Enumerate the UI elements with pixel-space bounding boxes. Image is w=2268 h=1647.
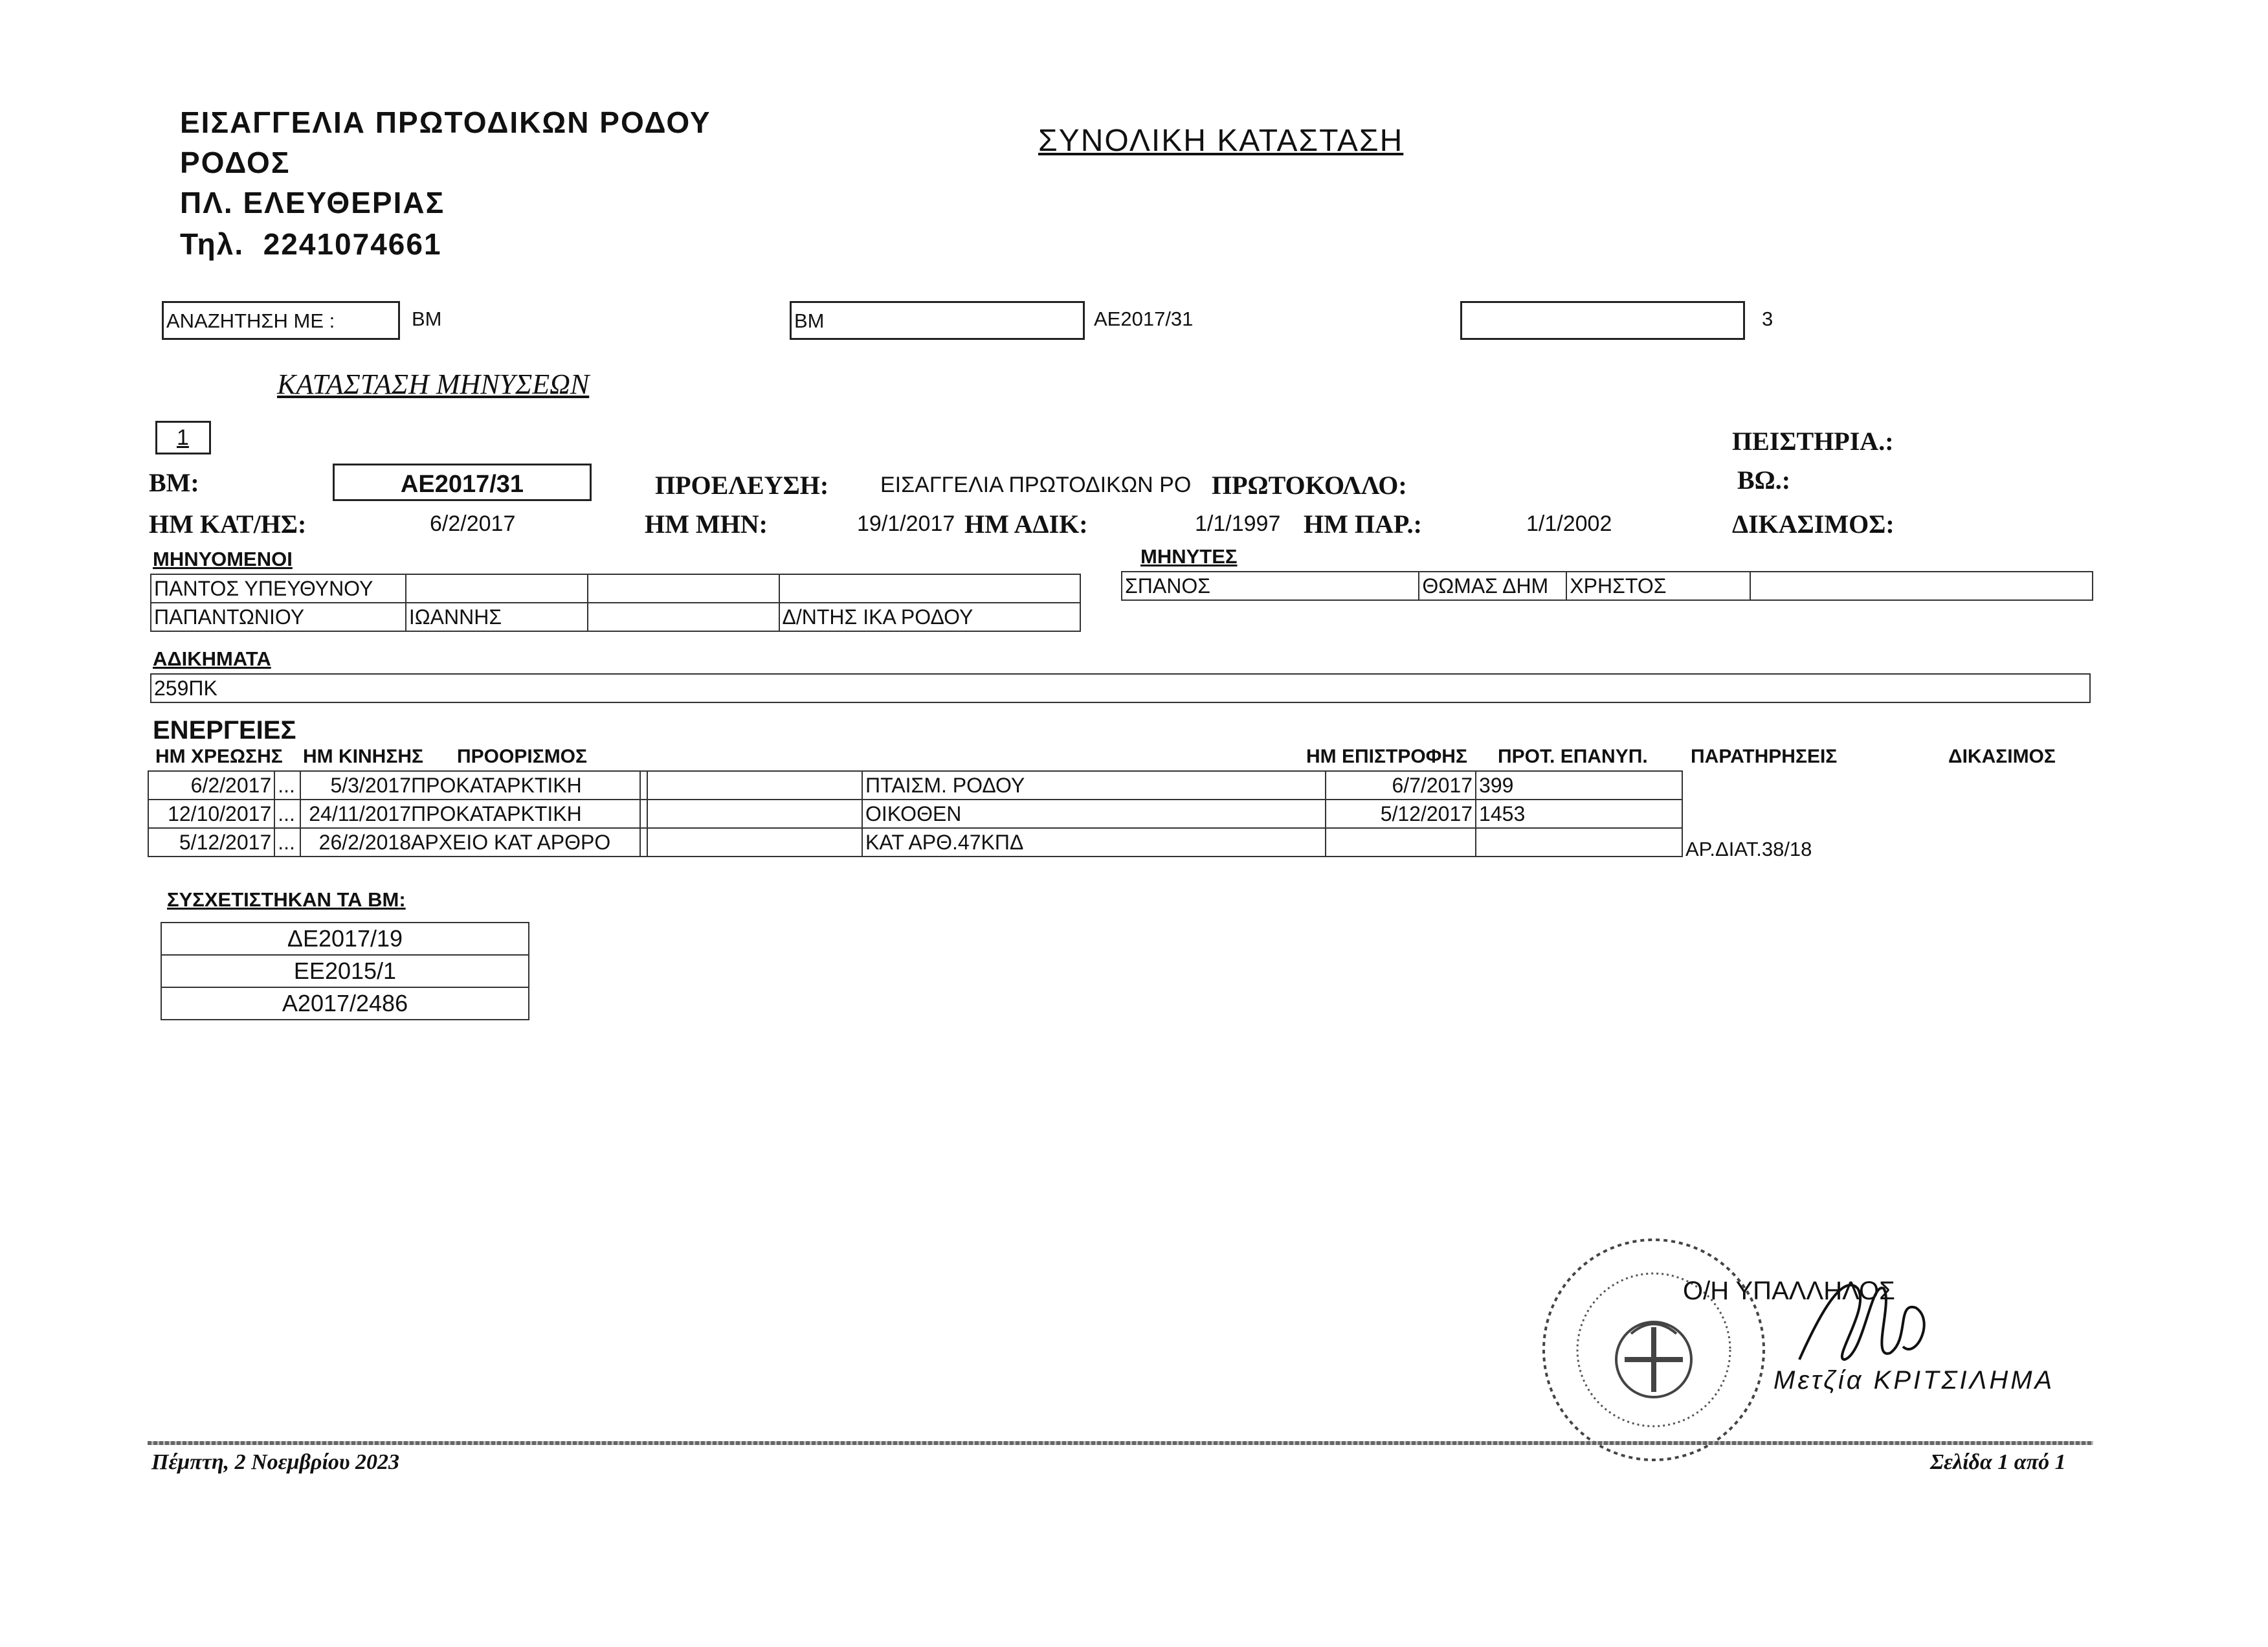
office-phone — [180, 224, 442, 264]
table-row — [151, 603, 1080, 631]
move-date: 26/2/2018 — [318, 830, 411, 854]
table-cell: ΘΩΜΑΣ ΔΗΜ — [1419, 572, 1566, 600]
actions-table — [148, 770, 1683, 857]
bo-label: ΒΩ.: — [1737, 465, 1791, 495]
search-field-input-text: ΒΜ — [794, 309, 825, 332]
result-count: 3 — [1762, 308, 1773, 330]
table-cell: Δ/ΝΤΗΣ ΙΚΑ ΡΟΔΟΥ — [779, 603, 1081, 631]
date-kat-value: 6/2/2017 — [430, 511, 516, 536]
remarks-value: ΑΡ.ΔΙΑΤ.38/18 — [1685, 838, 1812, 860]
document-title: ΣΥΝΟΛΙΚΗ ΚΑΤΑΣΤΑΣΗ — [1038, 124, 1404, 158]
table-cell — [588, 574, 779, 603]
col-remarks: ΠΑΡΑΤΗΡΗΣΕΙΣ — [1691, 746, 1838, 767]
charge-date: 6/2/2017 — [148, 771, 274, 800]
related-table — [161, 922, 529, 1020]
date-min-label: ΗΜ ΜΗΝ: — [645, 510, 768, 539]
table-cell — [1750, 572, 2093, 600]
date-par-label: ΗΜ ΠΑΡ.: — [1304, 510, 1422, 539]
section-title: ΚΑΤΑΣΤΑΣΗ ΜΗΝΥΣΕΩΝ — [277, 368, 590, 400]
footer-rule — [148, 1441, 2093, 1445]
move-date: 5/3/2017 — [330, 773, 411, 797]
table-cell: ΠΑΝΤΟΣ ΥΠΕΥΘΥΝΟΥ — [151, 574, 406, 603]
table-row — [1122, 572, 2093, 600]
charge-date: 5/12/2017 — [148, 828, 274, 857]
date-min-value: 19/1/2017 — [857, 511, 955, 536]
table-row — [151, 574, 1080, 603]
bm-value-box — [333, 464, 592, 501]
origin-value: ΕΙΣΑΓΓΕΛΙΑ ΠΡΩΤΟΔΙΚΩΝ ΡΟ — [880, 473, 1192, 497]
dikasimos-label: ΔΙΚΑΣΙΜΟΣ: — [1732, 510, 1895, 539]
table-row — [148, 771, 1682, 800]
offense-cell: 259ΠΚ — [151, 674, 2090, 702]
dots: ... — [274, 800, 300, 828]
table-cell: ΣΠΑΝΟΣ — [1122, 572, 1419, 600]
related-item: Α2017/2486 — [161, 987, 529, 1020]
search-label-box — [162, 301, 400, 340]
table-cell — [779, 574, 1081, 603]
record-index-box — [155, 421, 211, 454]
date-adik-value: 1/1/1997 — [1195, 511, 1281, 536]
blank-cell — [647, 771, 862, 800]
peistiria-label: ΠΕΙΣΤΗΡΙΑ.: — [1732, 427, 1894, 456]
table-row — [161, 987, 529, 1020]
table-row — [161, 923, 529, 955]
date-par-value: 1/1/2002 — [1526, 511, 1612, 536]
prot-number: 399 — [1476, 771, 1682, 800]
move-and-dest — [300, 828, 640, 857]
signature-name: Μετζία ΚΡΙΤΣΙΛΗΜΑ — [1773, 1366, 2055, 1395]
bm-value: ΑΕ2017/31 — [400, 471, 524, 498]
search-field-input[interactable] — [790, 301, 1085, 340]
search-label: ΑΝΑΖΗΤΗΣΗ ΜΕ : — [166, 309, 335, 332]
signature-title: Ο/Η ΥΠΑΛΛΗΛΟΣ — [1683, 1277, 1895, 1305]
phone-label: Τηλ. — [180, 227, 245, 261]
protocol-label: ΠΡΩΤΟΚΟΛΛΟ: — [1212, 471, 1407, 500]
record-index: 1 — [177, 425, 189, 450]
prot-number — [1476, 828, 1682, 857]
col-dikasimos: ΔΙΚΑΣΙΜΟΣ — [1948, 746, 2056, 767]
destination: ΠΡΟΚΑΤΑΡΚΤΙΚΗ — [411, 801, 582, 825]
search-extra-input[interactable] — [1460, 301, 1745, 340]
search-value: ΑΕ2017/31 — [1094, 308, 1194, 330]
origin-label: ΠΡΟΕΛΕΥΣΗ: — [655, 471, 829, 500]
date-adik-label: ΗΜ ΑΔΙΚ: — [964, 510, 1088, 539]
col-date-return: ΗΜ ΕΠΙΣΤΡΟΦΗΣ — [1306, 746, 1467, 767]
col-prot: ΠΡΟΤ. ΕΠΑΝΥΠ. — [1498, 746, 1648, 767]
prot-number: 1453 — [1476, 800, 1682, 828]
defendants-table — [150, 574, 1081, 632]
plaintiffs-table — [1121, 571, 2093, 601]
footer-page: Σελίδα 1 από 1 — [1930, 1450, 2066, 1474]
official-seal-icon — [1534, 1230, 1773, 1470]
move-date: 24/11/2017 — [309, 801, 411, 825]
table-row — [148, 828, 1682, 857]
date-kat-label: ΗΜ ΚΑΤ/ΗΣ: — [149, 510, 307, 539]
table-cell: ΧΡΗΣΤΟΣ — [1566, 572, 1750, 600]
office-city: ΡΟΔΟΣ — [180, 146, 291, 179]
dots: ... — [274, 771, 300, 800]
charge-date: 12/10/2017 — [148, 800, 274, 828]
table-cell: ΙΩΑΝΝΗΣ — [406, 603, 588, 631]
phone-number: 2241074661 — [263, 227, 442, 261]
defendants-label: ΜΗΝΥΟΜΕΝΟΙ — [153, 548, 293, 570]
footer-date: Πέμπτη, 2 Νοεμβρίου 2023 — [151, 1450, 400, 1474]
offenses-table — [150, 673, 2091, 703]
related-item: ΕΕ2015/1 — [161, 955, 529, 987]
col-date-charge: ΗΜ ΧΡΕΩΣΗΣ — [155, 746, 283, 767]
blank-cell — [647, 828, 862, 857]
office-name: ΕΙΣΑΓΓΕΛΙΑ ΠΡΩΤΟΔΙΚΩΝ ΡΟΔΟΥ — [180, 106, 711, 139]
table-cell: ΠΑΠΑΝΤΩΝΙΟΥ — [151, 603, 406, 631]
sent-to: ΠΤΑΙΣΜ. ΡΟΔΟΥ — [862, 771, 1326, 800]
move-and-dest — [300, 771, 640, 800]
related-item: ΔΕ2017/19 — [161, 923, 529, 955]
return-date — [1326, 828, 1476, 857]
col-date-move: ΗΜ ΚΙΝΗΣΗΣ — [303, 746, 423, 767]
col-destination: ΠΡΟΟΡΙΣΜΟΣ — [457, 746, 588, 767]
office-address: ΠΛ. ΕΛΕΥΘΕΡΙΑΣ — [180, 186, 445, 219]
sent-to: ΚΑΤ ΑΡΘ.47ΚΠΔ — [862, 828, 1326, 857]
return-date: 5/12/2017 — [1326, 800, 1476, 828]
table-row — [151, 674, 2090, 702]
plaintiffs-label: ΜΗΝΥΤΕΣ — [1140, 545, 1238, 568]
related-label: ΣΥΣΧΕΤΙΣΤΗΚΑΝ ΤΑ ΒΜ: — [167, 888, 406, 911]
destination: ΠΡΟΚΑΤΑΡΚΤΙΚΗ — [411, 773, 582, 797]
table-cell — [588, 603, 779, 631]
move-and-dest — [300, 800, 640, 828]
search-field-value: ΒΜ — [412, 308, 442, 330]
actions-label: ΕΝΕΡΓΕΙΕΣ — [153, 716, 296, 745]
return-date: 6/7/2017 — [1326, 771, 1476, 800]
bm-label: ΒΜ: — [149, 468, 199, 497]
table-row — [148, 800, 1682, 828]
table-cell — [406, 574, 588, 603]
offenses-label: ΑΔΙΚΗΜΑΤΑ — [153, 647, 271, 670]
blank-cell — [647, 800, 862, 828]
destination: ΑΡΧΕΙΟ ΚΑΤ ΑΡΘΡΟ — [411, 830, 611, 854]
dots: ... — [274, 828, 300, 857]
sent-to: ΟΙΚΟΘΕΝ — [862, 800, 1326, 828]
table-row — [161, 955, 529, 987]
